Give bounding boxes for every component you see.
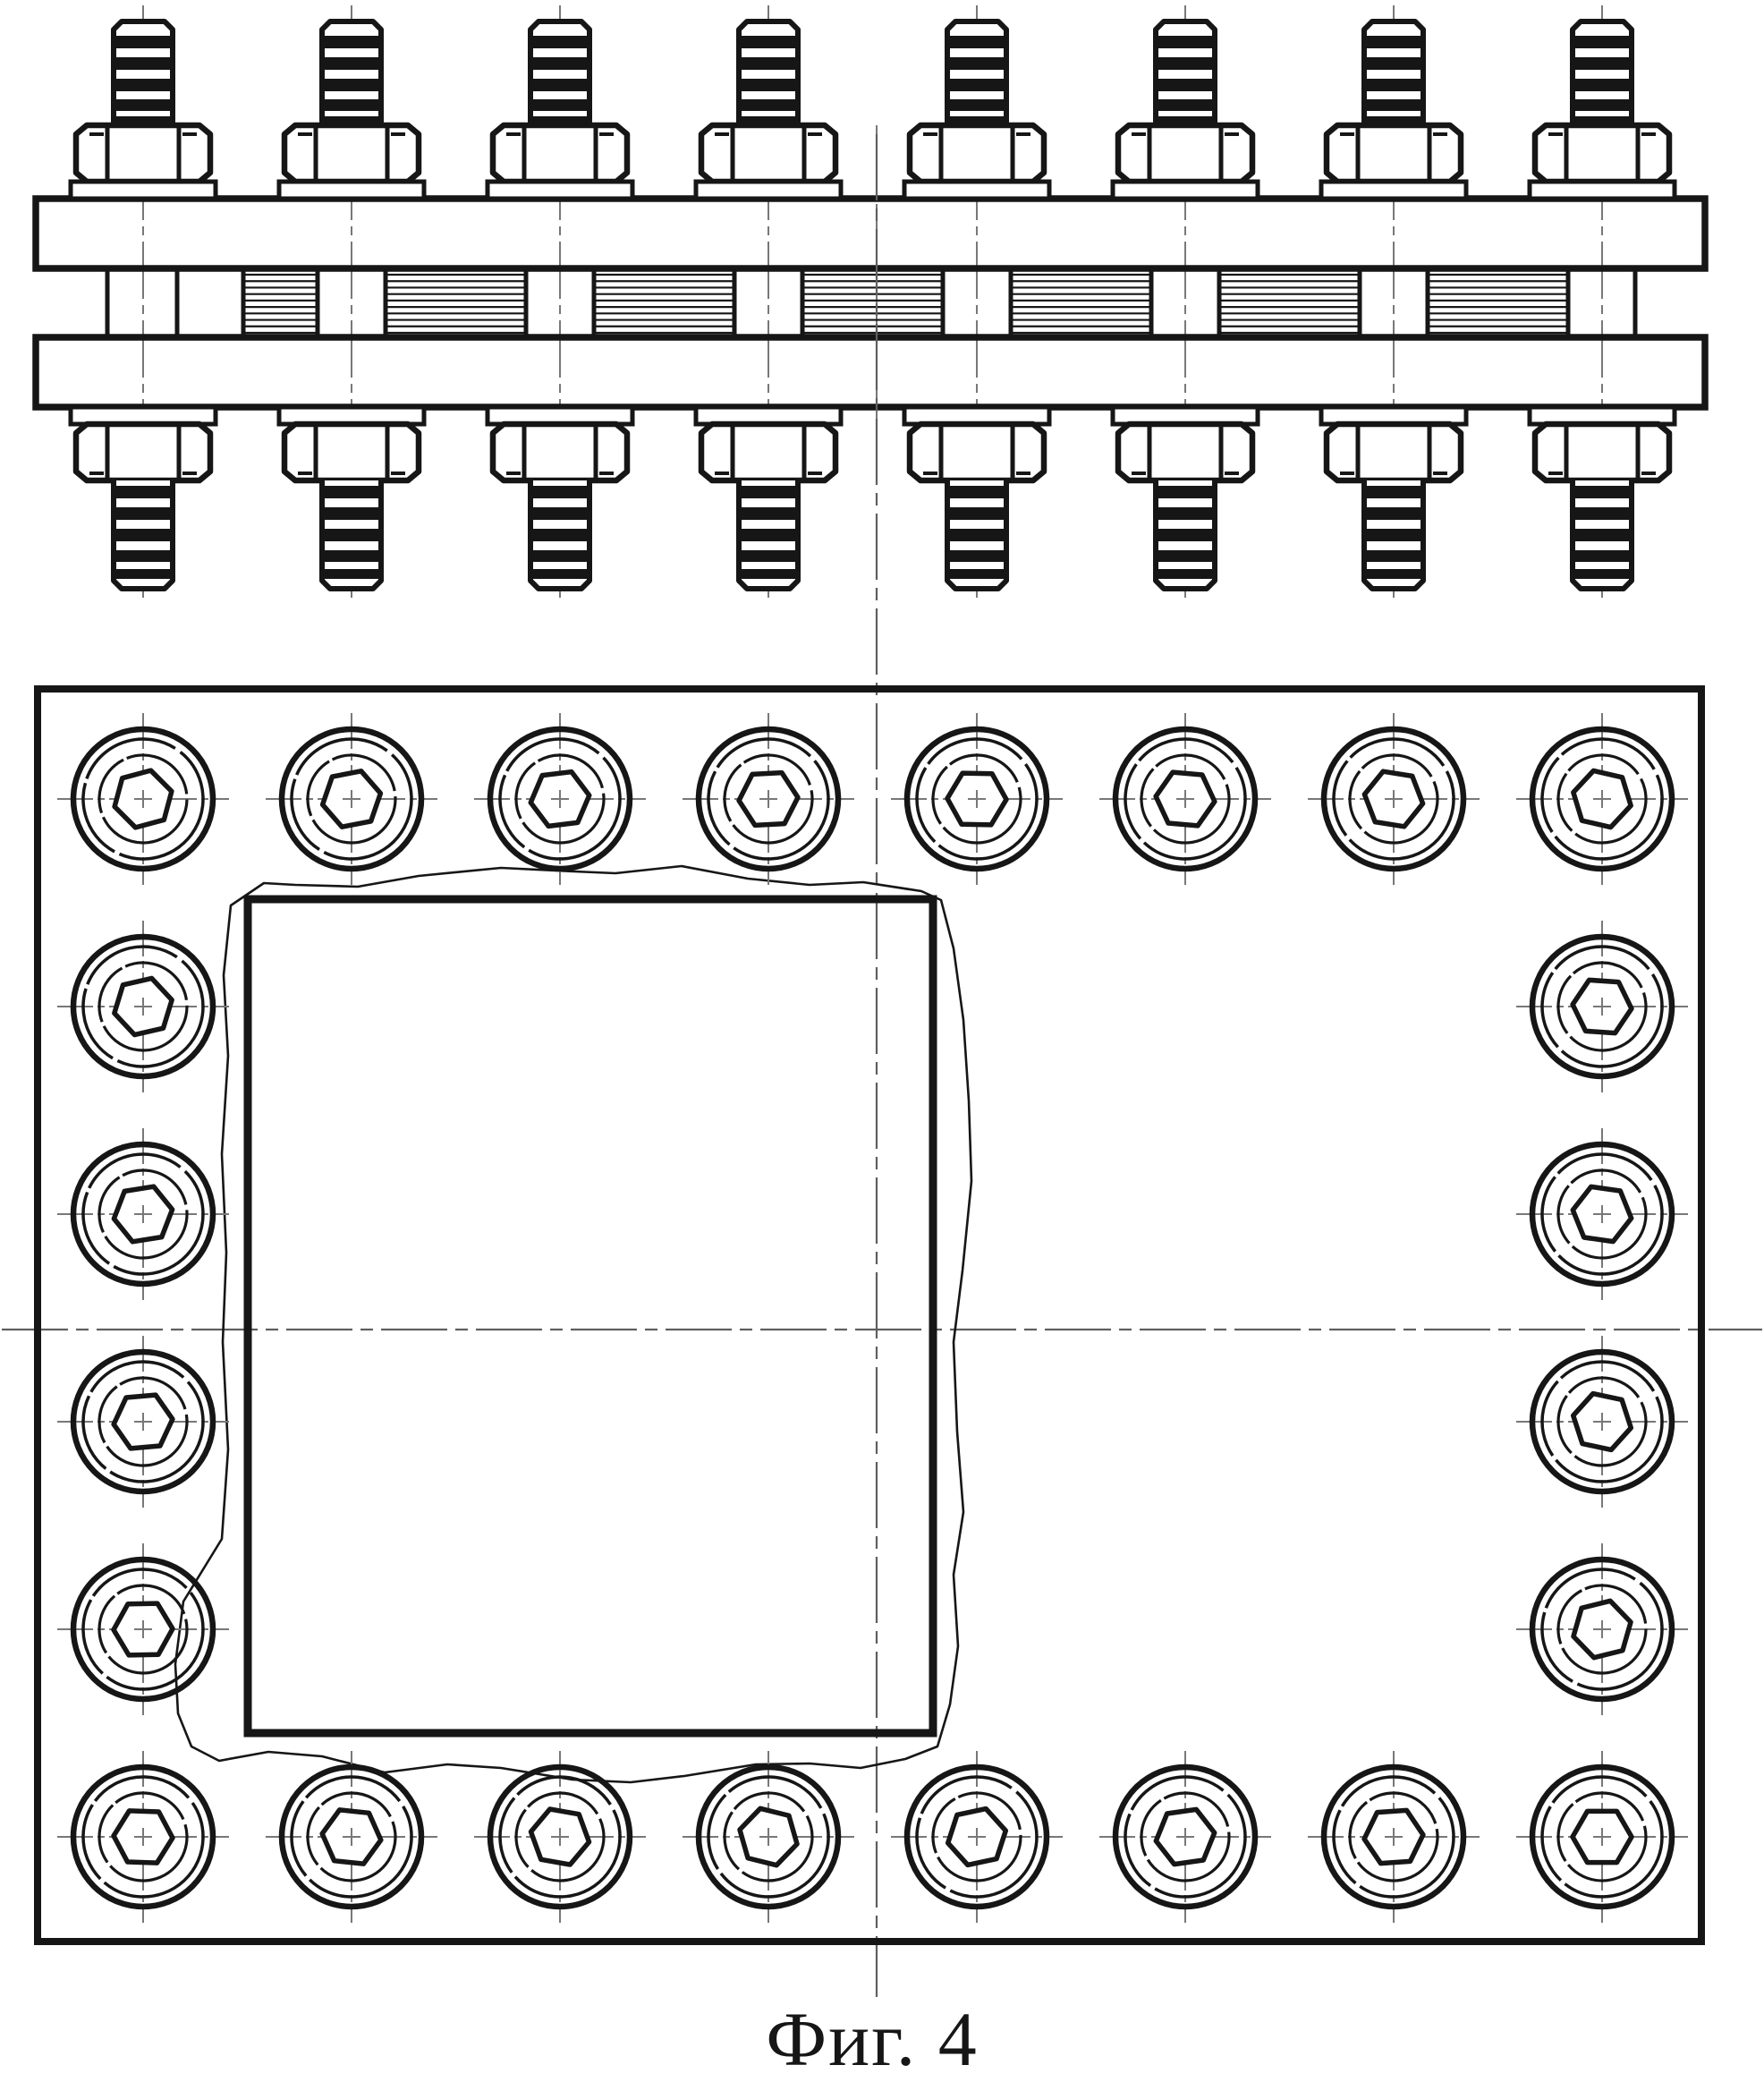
thread-band bbox=[1158, 486, 1212, 498]
thread-band bbox=[950, 486, 1004, 498]
bolt-top-view bbox=[474, 713, 646, 885]
bolt-top-view bbox=[57, 1128, 229, 1300]
thread-band bbox=[1575, 507, 1629, 520]
bolt-top-view bbox=[683, 713, 854, 885]
thread-band bbox=[1158, 57, 1212, 70]
thread-band bbox=[742, 529, 795, 541]
thread-band bbox=[950, 57, 1004, 70]
thread-band bbox=[1158, 79, 1212, 91]
thread-band bbox=[742, 36, 795, 48]
thread-band bbox=[116, 486, 170, 498]
bolt-top-view bbox=[57, 921, 229, 1092]
thread-band bbox=[116, 79, 170, 91]
washer-upper bbox=[696, 182, 841, 199]
bolt-top-view bbox=[1099, 713, 1271, 885]
thread-band bbox=[325, 507, 378, 520]
thread-band bbox=[742, 79, 795, 91]
thread-band bbox=[1575, 57, 1629, 70]
break-line-outline bbox=[175, 866, 971, 1782]
side-view-assembly bbox=[36, 5, 1705, 598]
washer-upper bbox=[1530, 182, 1675, 199]
bolt-top-view bbox=[1516, 921, 1688, 1092]
bolt-top-view bbox=[683, 1751, 854, 1923]
thread-band bbox=[325, 550, 378, 562]
thread-band bbox=[1367, 569, 1421, 579]
thread-band bbox=[325, 529, 378, 541]
figure-caption: Фиг. 4 bbox=[766, 1996, 979, 2082]
thread-band bbox=[1367, 57, 1421, 70]
thread-band bbox=[116, 36, 170, 48]
thread-band bbox=[742, 550, 795, 562]
bolt-top-view bbox=[1516, 1128, 1688, 1300]
thread-band bbox=[1575, 486, 1629, 498]
washer-upper bbox=[904, 182, 1049, 199]
bolt-top-view bbox=[266, 713, 437, 885]
washer-upper bbox=[488, 182, 632, 199]
gasket-hatch-block bbox=[1013, 275, 1149, 333]
gasket-hatch-block bbox=[804, 275, 941, 333]
bolt-top-view bbox=[1308, 713, 1480, 885]
bolt-top-view bbox=[1308, 1751, 1480, 1923]
thread-band bbox=[1367, 99, 1421, 111]
thread-band bbox=[533, 507, 587, 520]
thread-band bbox=[950, 99, 1004, 111]
thread-band bbox=[742, 99, 795, 111]
thread-band bbox=[116, 507, 170, 520]
thread-band bbox=[950, 569, 1004, 579]
thread-band bbox=[533, 36, 587, 48]
bolt-top-view bbox=[1516, 713, 1688, 885]
thread-band bbox=[533, 486, 587, 498]
gasket-hatch-block bbox=[387, 275, 524, 333]
thread-band bbox=[950, 507, 1004, 520]
washer-upper bbox=[71, 182, 216, 199]
washer-upper bbox=[279, 182, 424, 199]
thread-band bbox=[950, 79, 1004, 91]
thread-band bbox=[325, 486, 378, 498]
thread-band bbox=[325, 99, 378, 111]
gasket-hatch-block bbox=[1429, 275, 1566, 333]
thread-band bbox=[325, 569, 378, 579]
thread-band bbox=[1158, 507, 1212, 520]
thread-band bbox=[1158, 36, 1212, 48]
bolt-top-view bbox=[1516, 1543, 1688, 1715]
thread-band bbox=[1575, 550, 1629, 562]
thread-band bbox=[533, 57, 587, 70]
thread-band bbox=[533, 99, 587, 111]
thread-band bbox=[950, 550, 1004, 562]
bolt-top-view bbox=[891, 1751, 1063, 1923]
thread-band bbox=[533, 79, 587, 91]
thread-band bbox=[742, 486, 795, 498]
top-plate bbox=[36, 199, 1705, 268]
bolt-top-view bbox=[1099, 1751, 1271, 1923]
thread-band bbox=[1367, 486, 1421, 498]
thread-band bbox=[1367, 36, 1421, 48]
thread-band bbox=[1367, 79, 1421, 91]
thread-band bbox=[1158, 529, 1212, 541]
bolt-top-view bbox=[266, 1751, 437, 1923]
bolt-top-view bbox=[57, 713, 229, 885]
bolt-top-view bbox=[57, 1751, 229, 1923]
thread-band bbox=[1158, 550, 1212, 562]
thread-band bbox=[116, 569, 170, 579]
thread-band bbox=[1367, 507, 1421, 520]
washer-upper bbox=[1113, 182, 1258, 199]
thread-band bbox=[1575, 569, 1629, 579]
thread-band bbox=[116, 57, 170, 70]
thread-band bbox=[325, 79, 378, 91]
bolt-top-view bbox=[1516, 1336, 1688, 1508]
thread-band bbox=[742, 569, 795, 579]
thread-band bbox=[1575, 36, 1629, 48]
thread-band bbox=[742, 507, 795, 520]
thread-band bbox=[533, 550, 587, 562]
thread-band bbox=[1367, 529, 1421, 541]
bolt-top-view bbox=[891, 713, 1063, 885]
thread-band bbox=[116, 99, 170, 111]
bottom-plate bbox=[36, 337, 1705, 407]
thread-band bbox=[1158, 99, 1212, 111]
gasket-hatch-block bbox=[596, 275, 733, 333]
bolt-top-view bbox=[474, 1751, 646, 1923]
thread-band bbox=[1575, 99, 1629, 111]
bolt-top-view bbox=[1516, 1751, 1688, 1923]
thread-band bbox=[116, 550, 170, 562]
gasket-hatch-block bbox=[1221, 275, 1358, 333]
thread-band bbox=[325, 36, 378, 48]
thread-band bbox=[1367, 550, 1421, 562]
bolt-top-view bbox=[57, 1336, 229, 1508]
thread-band bbox=[1575, 529, 1629, 541]
plan-view-assembly bbox=[2, 134, 1762, 1997]
thread-band bbox=[1158, 569, 1212, 579]
cutout-square bbox=[248, 899, 933, 1733]
thread-band bbox=[533, 529, 587, 541]
thread-band bbox=[533, 569, 587, 579]
thread-band bbox=[1575, 79, 1629, 91]
washer-upper bbox=[1321, 182, 1466, 199]
thread-band bbox=[116, 529, 170, 541]
thread-band bbox=[742, 57, 795, 70]
thread-band bbox=[950, 36, 1004, 48]
gasket-hatch-block bbox=[245, 275, 316, 333]
thread-band bbox=[950, 529, 1004, 541]
thread-band bbox=[325, 57, 378, 70]
